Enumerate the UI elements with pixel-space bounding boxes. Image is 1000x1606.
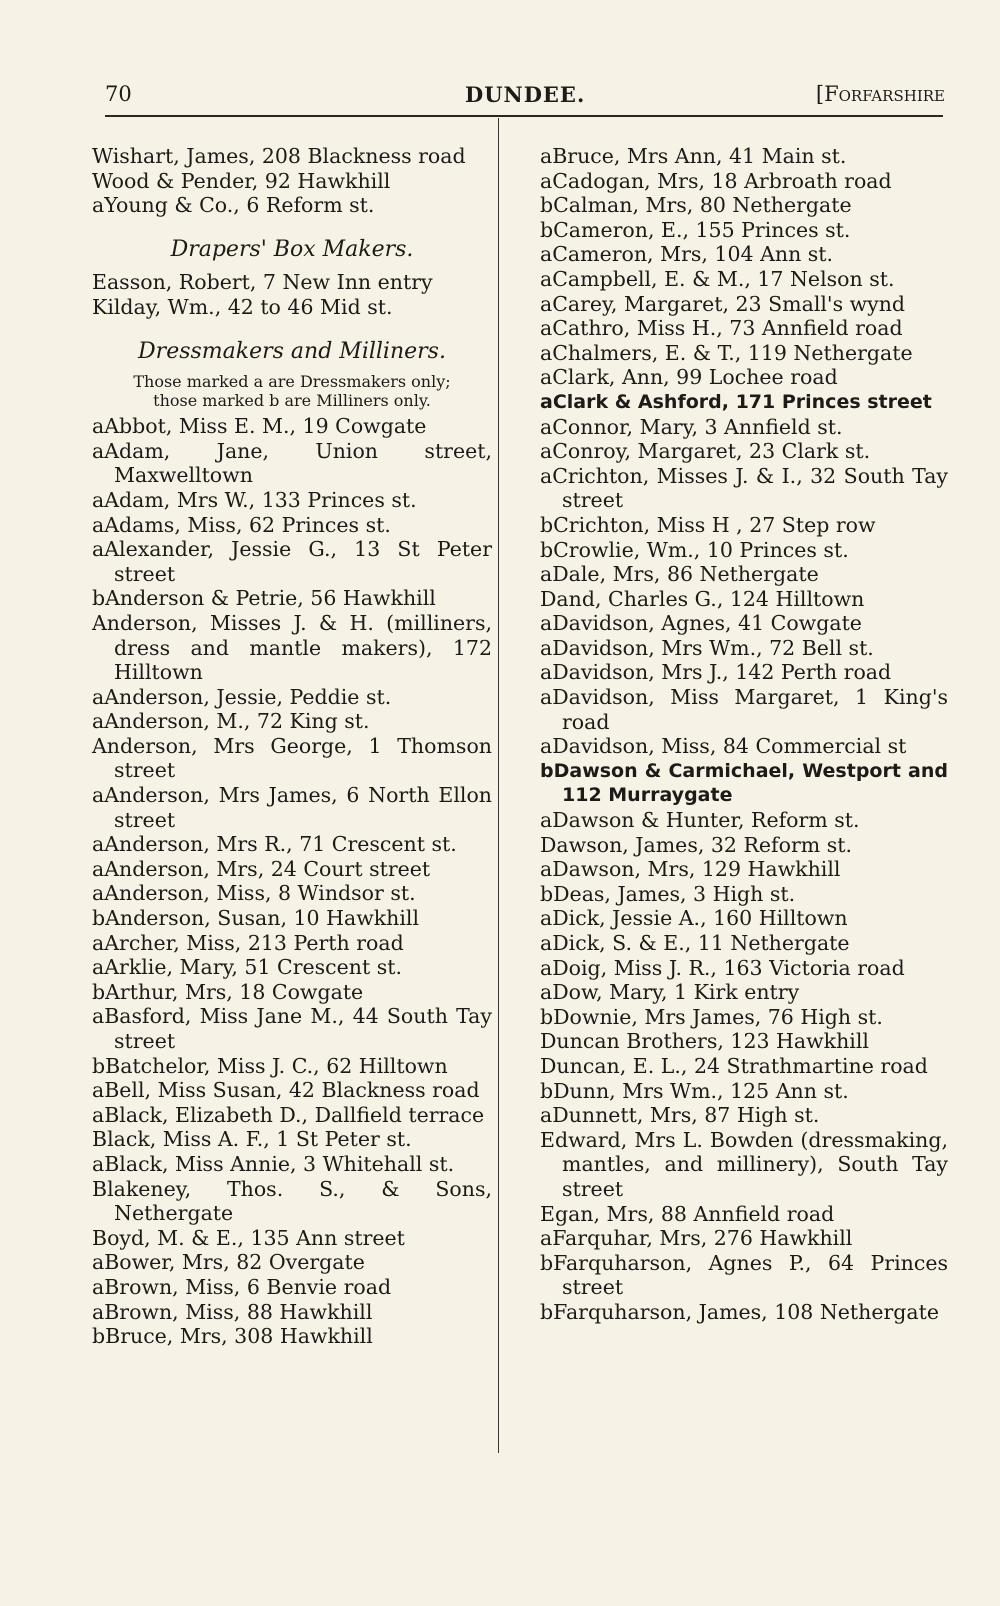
directory-entry: aAlexander, Jessie G., 13 St Peter street: [92, 537, 492, 586]
directory-entry: Anderson, Misses J. & H. (milliners, dress and mantle makers), 172 Hilltown: [92, 610, 492, 685]
directory-entry: aBlack, Elizabeth D., Dallfield terrace: [92, 1102, 485, 1127]
right-column: [540, 144, 948, 1325]
directory-entry: aCameron, Mrs, 104 Ann st.: [540, 242, 834, 267]
directory-entry: aAdam, Jane, Union street, Maxwelltown: [92, 438, 492, 488]
directory-entry: bAnderson & Petrie, 56 Hawkhill: [92, 586, 436, 611]
directory-entry: aDoig, Miss J. R., 163 Victoria road: [540, 955, 905, 980]
directory-entry: aBruce, Mrs Ann, 41 Main st.: [540, 144, 847, 168]
left-column: [92, 144, 492, 1349]
directory-entry: Wood & Pender, 92 Hawkhill: [92, 168, 391, 193]
directory-entry: aDavidson, Mrs Wm., 72 Bell st.: [540, 635, 874, 660]
directory-entry: bCameron, E., 155 Princes st.: [540, 217, 851, 242]
directory-entry: aDavidson, Mrs J., 142 Perth road: [540, 660, 892, 685]
directory-entry: bAnderson, Susan, 10 Hawkhill: [92, 906, 420, 931]
directory-entry: aDavidson, Miss Margaret, 1 King's road: [540, 685, 948, 734]
directory-entry: aFarquhar, Mrs, 276 Hawkhill: [540, 1226, 853, 1251]
directory-entry: aBrown, Miss, 88 Hawkhill: [92, 1299, 373, 1324]
directory-entry: aDawson, Mrs, 129 Hawkhill: [540, 857, 841, 882]
directory-entry: aDawson & Hunter, Reform st.: [540, 808, 860, 833]
directory-entry: bFarquharson, James, 108 Nethergate: [540, 1299, 939, 1324]
directory-entry: aAdams, Miss, 62 Princes st.: [92, 512, 391, 537]
directory-entry: aArcher, Miss, 213 Perth road: [92, 930, 404, 955]
directory-entry: aConnor, Mary, 3 Annfield st.: [540, 414, 843, 439]
page-title: DUNDEE.: [465, 82, 586, 107]
section-heading-dressmakers: Dressmakers and Milliners.: [138, 338, 446, 364]
drapers-box-makers-list: [92, 270, 492, 319]
directory-entry: aDavidson, Miss, 84 Commercial st: [540, 734, 907, 759]
directory-entry: aConroy, Margaret, 23 Clark st.: [540, 439, 871, 464]
directory-entry: Boyd, M. & E., 135 Ann street: [92, 1225, 405, 1250]
directory-entry: Edward, Mrs L. Bowden (dressmaking, mantles, and millinery), South Tay street: [540, 1127, 948, 1201]
directory-entry: Kilday, Wm., 42 to 46 Mid st.: [92, 294, 393, 319]
county-label: [Forfarshire: [815, 82, 945, 106]
continued-entries: [92, 144, 492, 218]
section-heading-drapers-box-makers: Drapers' Box Makers.: [170, 236, 414, 262]
directory-entry: aCrichton, Misses J. & I., 32 South Tay street: [540, 463, 948, 513]
directory-entry: aDale, Mrs, 86 Nethergate: [540, 562, 819, 587]
directory-entry: aCampbell, E. & M., 17 Nelson st.: [540, 266, 895, 291]
directory-entry: Blakeney, Thos. S., & Sons, Nethergate: [92, 1176, 492, 1226]
directory-entry: aCadogan, Mrs, 18 Arbroath road: [540, 168, 892, 193]
directory-entry: bBatchelor, Miss J. C., 62 Hilltown: [92, 1053, 448, 1078]
directory-entry: Wishart, James, 208 Blackness road: [92, 144, 466, 168]
directory-entry: aDick, Jessie A., 160 Hilltown: [540, 906, 848, 931]
directory-entry: aDavidson, Agnes, 41 Cowgate: [540, 611, 862, 636]
directory-entry: Egan, Mrs, 88 Annfield road: [540, 1201, 835, 1226]
directory-entry: aDow, Mary, 1 Kirk entry: [540, 980, 800, 1005]
directory-entry: Anderson, Mrs George, 1 Thomson street: [92, 733, 492, 783]
directory-entry: Dawson, James, 32 Reform st.: [540, 832, 852, 857]
directory-entry: aCathro, Miss H., 73 Annfield road: [540, 316, 903, 341]
directory-entry: aAnderson, Mrs James, 6 North Ellon street: [92, 783, 492, 832]
directory-entry: aAnderson, M., 72 King st.: [92, 709, 370, 734]
directory-entry: aDunnett, Mrs, 87 High st.: [540, 1103, 820, 1128]
section-note: [92, 372, 492, 410]
directory-entry: bBruce, Mrs, 308 Hawkhill: [92, 1324, 373, 1349]
directory-entry: aAdam, Mrs W., 133 Princes st.: [92, 487, 417, 512]
section-note-line2: those marked b are Milliners only.: [153, 391, 431, 411]
directory-entry: aCarey, Margaret, 23 Small's wynd: [540, 291, 906, 316]
directory-entry: bFarquharson, Agnes P., 64 Princes street: [540, 1250, 948, 1300]
directory-entry: aBell, Miss Susan, 42 Blackness road: [92, 1078, 480, 1103]
page-header: [105, 80, 945, 114]
header-rule: [105, 115, 943, 117]
directory-entry: bDownie, Mrs James, 76 High st.: [540, 1004, 883, 1029]
directory-entry: Easson, Robert, 7 New Inn entry: [92, 270, 433, 295]
section-note-line1: Those marked a are Dressmakers only;: [133, 372, 451, 392]
directory-entry: aAnderson, Mrs R., 71 Crescent st.: [92, 832, 457, 857]
directory-entry: aAnderson, Jessie, Peddie st.: [92, 684, 392, 709]
directory-entry: bCalman, Mrs, 80 Nethergate: [540, 193, 852, 218]
directory-entry: aBower, Mrs, 82 Overgate: [92, 1250, 365, 1275]
directory-entry: aBlack, Miss Annie, 3 Whitehall st.: [92, 1151, 455, 1176]
directory-entry: aBasford, Miss Jane M., 44 South Tay street: [92, 1004, 492, 1053]
directory-entry: aClark & Ashford, 171 Princes street: [540, 390, 932, 413]
directory-entry: aAnderson, Miss, 8 Windsor st.: [92, 881, 416, 906]
column-divider: [498, 118, 499, 1453]
directory-entry: aAbbot, Miss E. M., 19 Cowgate: [92, 414, 427, 439]
directory-entry: aArklie, Mary, 51 Crescent st.: [92, 955, 403, 980]
directory-entry: aBrown, Miss, 6 Benvie road: [92, 1274, 392, 1299]
directory-entry: Duncan Brothers, 123 Hawkhill: [540, 1029, 869, 1054]
dressmakers-list: [92, 414, 492, 1349]
directory-entry: bCrichton, Miss H , 27 Step row: [540, 512, 876, 537]
directory-entry: bCrowlie, Wm., 10 Princes st.: [540, 537, 849, 562]
directory-entry: bDeas, James, 3 High st.: [540, 881, 796, 906]
directory-entry: aClark, Ann, 99 Lochee road: [540, 365, 838, 390]
directory-entry: aAnderson, Mrs, 24 Court street: [92, 856, 431, 881]
directory-entry: bDunn, Mrs Wm., 125 Ann st.: [540, 1078, 849, 1103]
dressmakers-list-continued: [540, 144, 948, 1325]
directory-entry: aDick, S. & E., 11 Nethergate: [540, 931, 850, 955]
directory-entry: aYoung & Co., 6 Reform st.: [92, 193, 375, 218]
directory-entry: Duncan, E. L., 24 Strathmartine road: [540, 1053, 928, 1078]
directory-entry: Black, Miss A. F., 1 St Peter st.: [92, 1127, 412, 1152]
directory-entry: bDawson & Carmichael, Westport and 112 Murraygate: [540, 759, 948, 807]
directory-entry: Dand, Charles G., 124 Hilltown: [540, 586, 865, 611]
directory-entry: bArthur, Mrs, 18 Cowgate: [92, 979, 364, 1004]
page-number: 70: [105, 82, 132, 106]
directory-entry: aChalmers, E. & T., 119 Nethergate: [540, 340, 913, 365]
